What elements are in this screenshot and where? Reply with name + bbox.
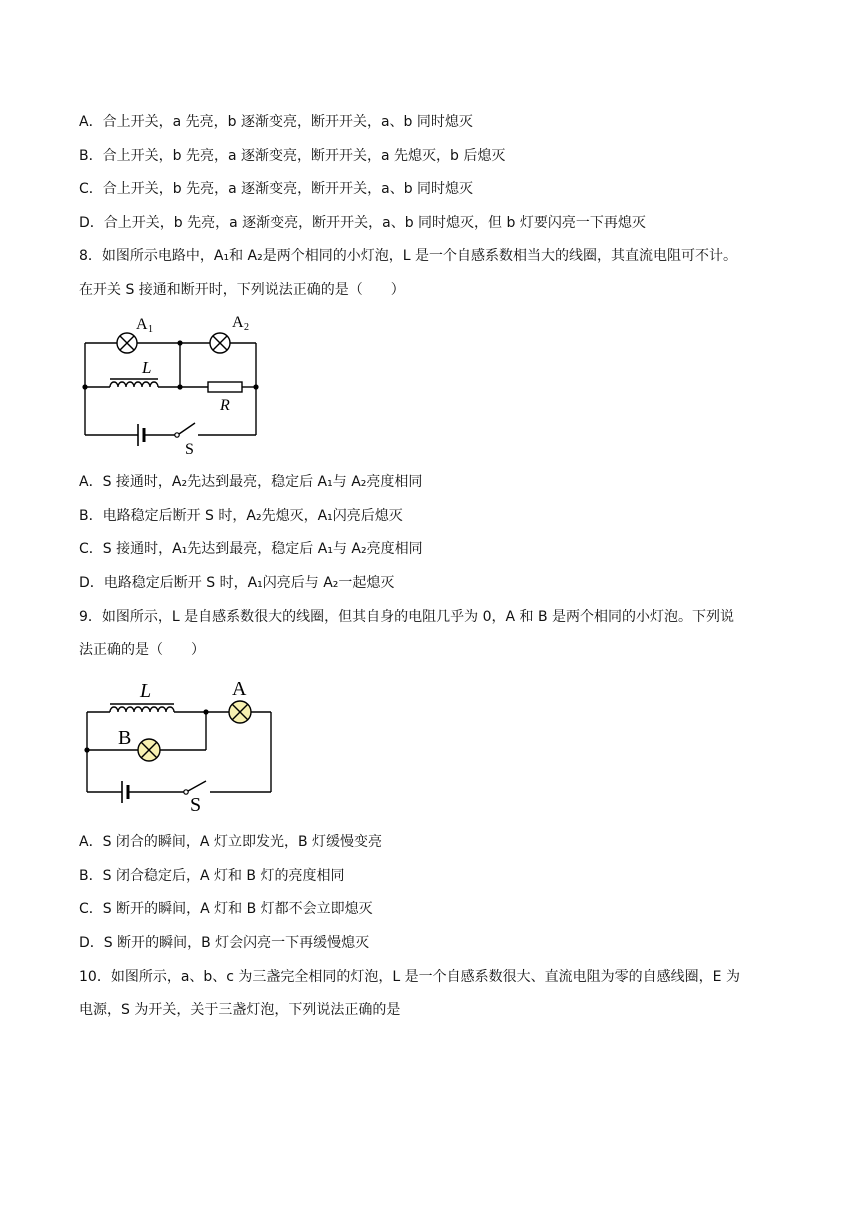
- q7-option-b: B．合上开关，b 先亮，a 逐渐变亮，断开开关，a 先熄灭，b 后熄灭: [79, 148, 506, 164]
- q9-label-lamp-a: A: [232, 678, 247, 700]
- q9-label-coil: L: [140, 680, 152, 702]
- q8-label-a1-sub: 1: [148, 324, 153, 335]
- q9-option-a: A．S 闭合的瞬间，A 灯立即发光，B 灯缓慢变亮: [79, 834, 382, 850]
- q10-stem-line1: 10．如图所示，a、b、c 为三盏完全相同的灯泡，L 是一个自感系数很大、直流电阻为零的自感线圈，E 为: [79, 969, 740, 985]
- q8-stem-line2: 在开关 S 接通和断开时，下列说法正确的是（ ）: [79, 282, 405, 298]
- q9-stem-line1: 9．如图所示，L 是自感系数很大的线圈，但其自身的电阻几乎为 0，A 和 B 是两个相同的小灯泡。下列说: [79, 609, 735, 625]
- q8-label-coil: L: [142, 358, 152, 377]
- q8-circuit-diagram: [78, 310, 268, 460]
- q9-option-d: D．S 断开的瞬间，B 灯会闪亮一下再缓慢熄灭: [79, 935, 370, 951]
- q9-option-b: B．S 闭合稳定后，A 灯和 B 灯的亮度相同: [79, 868, 345, 884]
- q8-label-switch: S: [185, 441, 194, 458]
- q9-option-c: C．S 断开的瞬间，A 灯和 B 灯都不会立即熄灭: [79, 901, 373, 917]
- q8-label-a2-sub: 2: [244, 322, 249, 333]
- q7-option-d: D．合上开关，b 先亮，a 逐渐变亮，断开开关，a、b 同时熄灭，但 b 灯要闪亮一下再熄灭: [79, 215, 646, 231]
- q9-circuit-diagram: [78, 675, 278, 815]
- q9-label-lamp-b: B: [118, 727, 132, 749]
- q8-option-d: D．电路稳定后断开 S 时，A₁闪亮后与 A₂一起熄灭: [79, 575, 395, 591]
- q8-option-a: A．S 接通时，A₂先达到最亮，稳定后 A₁与 A₂亮度相同: [79, 474, 423, 490]
- q7-option-c: C．合上开关，b 先亮，a 逐渐变亮，断开开关，a、b 同时熄灭: [79, 181, 474, 197]
- q8-label-a1: A: [136, 316, 148, 333]
- q9-label-switch: S: [190, 794, 202, 815]
- q8-option-c: C．S 接通时，A₁先达到最亮，稳定后 A₁与 A₂亮度相同: [79, 541, 423, 557]
- q8-label-a2: A: [232, 314, 244, 331]
- q8-option-b: B．电路稳定后断开 S 时，A₂先熄灭，A₁闪亮后熄灭: [79, 508, 403, 524]
- q8-stem-line1: 8．如图所示电路中，A₁和 A₂是两个相同的小灯泡，L 是一个自感系数相当大的线圈，其直流电阻可不计。: [79, 248, 737, 264]
- q7-option-a: A．合上开关，a 先亮，b 逐渐变亮，断开开关，a、b 同时熄灭: [79, 114, 473, 130]
- q8-label-resistor: R: [220, 397, 230, 414]
- q9-stem-line2: 法正确的是（ ）: [79, 642, 205, 658]
- q10-stem-line2: 电源，S 为开关，关于三盏灯泡，下列说法正确的是: [79, 1002, 401, 1018]
